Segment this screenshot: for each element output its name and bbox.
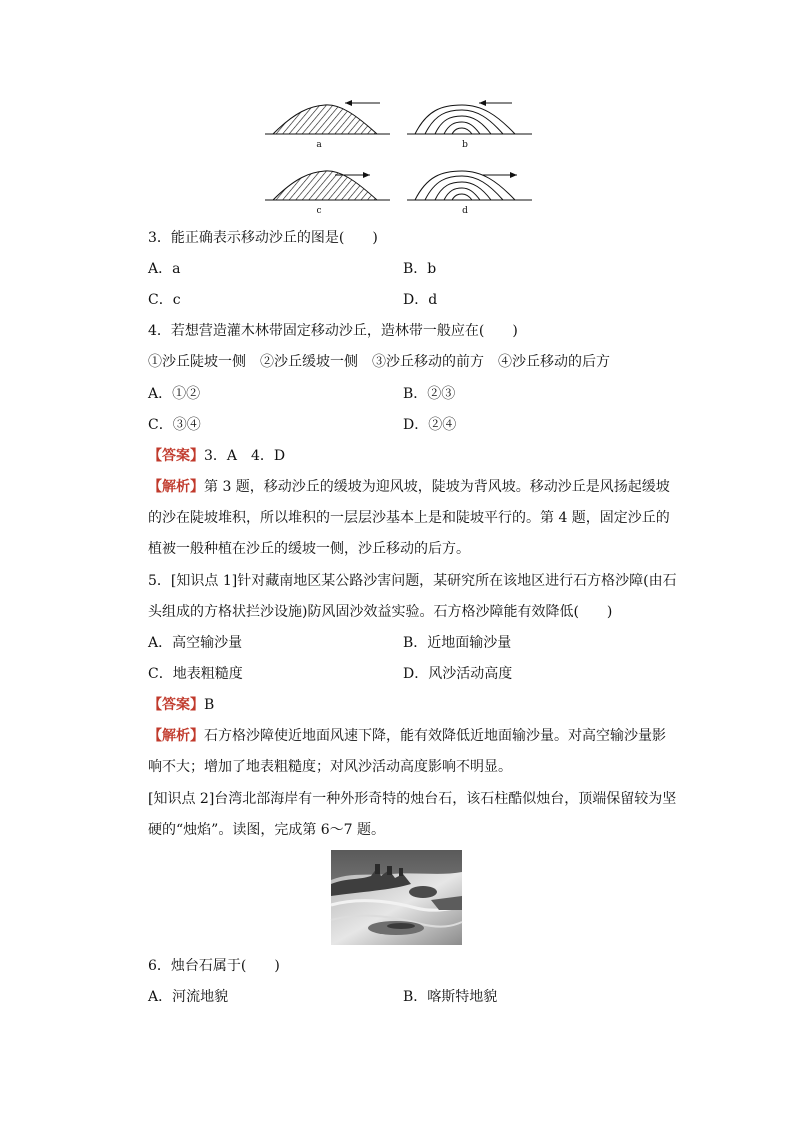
dune-diagram-b [407,100,532,140]
dune-diagram-c [265,166,390,206]
dune-label-d: d [462,206,468,216]
q5-option-a: A．高空输沙量 [148,635,243,651]
q4-option-c: C．③④ [148,417,201,433]
candlestick-rock-photo [331,850,462,945]
q4-option-a: A．①② [148,386,201,402]
knowledge-intro: [知识点 2]台湾北部海岸有一种外形奇特的烛台石，该石柱酷似烛台，顶端保留较为坚硬的“烛焰”。读图，完成第 6～7 题。 [148,791,677,838]
answer-tag: 【答案】 [148,697,204,713]
analysis-tag: 【解析】 [148,479,204,495]
answer-tag: 【答案】 [148,448,204,464]
analysis-block-2 [148,721,678,783]
q6-stem: 6．烛台石属于( ) [148,958,280,974]
q5-option-c: C．地表粗糙度 [148,666,243,682]
q3-stem: 3．能正确表示移动沙丘的图是( ) [148,230,378,246]
answer-text: 3．A 4．D [204,448,286,464]
q5-option-b: B．近地面输沙量 [403,635,512,651]
q3-option-b: B．b [403,261,437,277]
answer-block-1 [148,446,285,466]
dune-diagram-a [265,100,390,140]
q4-option-d: D．②④ [403,417,457,433]
dune-label-c: c [316,206,322,216]
q4-choices: ①沙丘陡坡一侧 ②沙丘缓坡一侧 ③沙丘移动的前方 ④沙丘移动的后方 [148,354,610,370]
dune-label-b: b [462,140,468,150]
q3-option-d: D．d [403,292,438,308]
analysis-tag: 【解析】 [148,728,204,744]
q5-option-d: D．风沙活动高度 [403,666,513,682]
q3-option-c: C．c [148,292,181,308]
answer-block-2 [148,695,214,715]
dune-label-a: a [316,140,322,150]
q4-option-b: B．②③ [403,386,456,402]
q3-option-a: A．a [148,261,181,277]
q4-stem: 4．若想营造灌木林带固定移动沙丘，造林带一般应在( ) [148,323,518,339]
analysis-block-1 [148,472,678,565]
answer-text: B [204,697,215,713]
analysis-text: 第 3 题，移动沙丘的缓坡为迎风坡，陡坡为背风坡。移动沙丘是风扬起缓坡的沙在陡坡堆积，所以堆积的一层层沙基本上是和陡坡平行的。第 4 题，固定沙丘的植被一般种植在沙丘的缓坡一侧，沙丘移动的后方。 [148,479,670,557]
q6-option-a: A．河流地貌 [148,989,229,1005]
q6-option-b: B．喀斯特地貌 [403,989,498,1005]
q5-stem: 5．[知识点 1]针对藏南地区某公路沙害问题，某研究所在该地区进行石方格沙障(由石头组成的方格状拦沙设施)防风固沙效益实验。石方格沙障能有效降低( ) [148,573,677,620]
analysis-text: 石方格沙障使近地面风速下降，能有效降低近地面输沙量。对高空输沙量影响不大；增加了地表粗糙度；对风沙活动高度影响不明显。 [148,728,666,775]
dune-diagram-d [407,166,532,206]
